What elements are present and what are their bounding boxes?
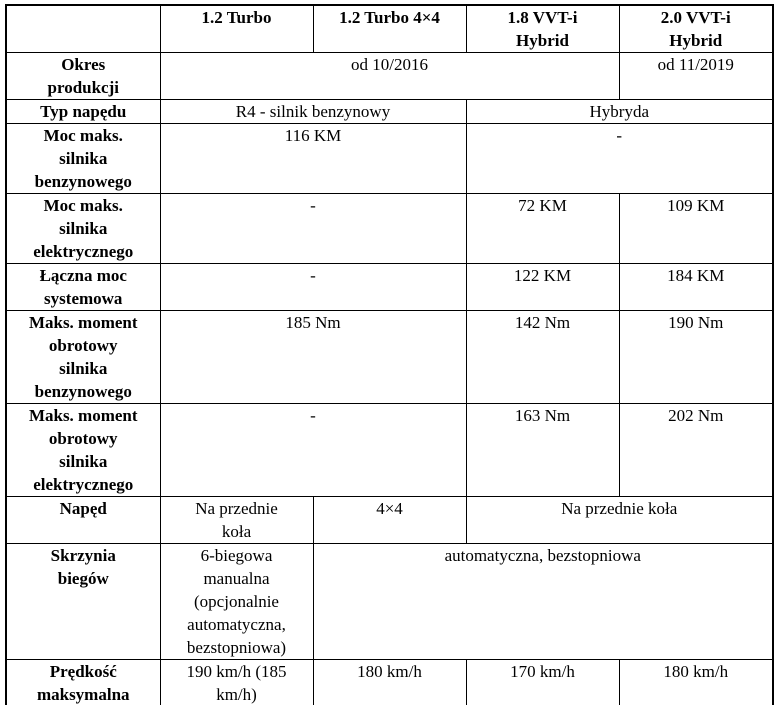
cell-text-line: Łączna moc (39, 266, 127, 285)
cell-text-line: 163 Nm (514, 406, 571, 425)
cell-text-line: 180 km/h (663, 662, 729, 681)
cell-text-line: 190 Nm (668, 313, 724, 332)
cell-text-line: Typ napędu (40, 102, 127, 121)
cell-text-line: Maks. moment (28, 406, 138, 425)
header-row (6, 5, 773, 53)
cell-text-line: koła (221, 522, 252, 541)
spec-value (619, 311, 773, 404)
row-label (6, 194, 160, 264)
cell-text-line: 6-biegowa (200, 546, 273, 565)
cell-text-line: silnika (59, 359, 108, 378)
cell-text-line: - (310, 266, 316, 285)
column-header (619, 5, 773, 53)
cell-text-line: - (310, 406, 316, 425)
cell-text-line: bezstopniowa) (186, 638, 287, 657)
spec-value (466, 100, 773, 124)
spec-value (160, 544, 313, 660)
cell-text-line: automatyczna, (187, 615, 286, 634)
cell-text-line: Okres (61, 55, 106, 74)
cell-text-line: silnika (59, 219, 108, 238)
spec-value (160, 404, 466, 497)
cell-text-line: 1.2 Turbo (201, 8, 272, 27)
cell-text-line: benzynowego (34, 382, 132, 401)
cell-text-line: produkcji (47, 78, 119, 97)
cell-text-line: 72 KM (518, 196, 567, 215)
cell-text-line: manualna (203, 569, 270, 588)
spec-value (466, 660, 619, 705)
spec-value (313, 497, 466, 544)
cell-text-line: Moc maks. (43, 126, 123, 145)
row-label (6, 124, 160, 194)
cell-text-line: 185 Nm (285, 313, 341, 332)
spec-value (160, 194, 466, 264)
cell-text-line: Na przednie koła (561, 499, 678, 518)
spec-value (160, 264, 466, 311)
spec-value (619, 194, 773, 264)
cell-text-line: od 10/2016 (351, 55, 428, 74)
row-label (6, 497, 160, 544)
cell-text-line: maksymalna (36, 685, 130, 704)
cell-text-line: elektrycznego (33, 475, 134, 494)
cell-text-line: Napęd (59, 499, 107, 518)
table-row (6, 404, 773, 497)
spec-table-body (6, 53, 773, 705)
cell-text-line: obrotowy (48, 429, 118, 448)
table-row (6, 124, 773, 194)
table-row (6, 660, 773, 705)
cell-text-line: 170 km/h (510, 662, 575, 681)
cell-text-line: automatyczna, bezstopniowa (444, 546, 641, 565)
spec-value (466, 124, 773, 194)
cell-text-line: Maks. moment (28, 313, 138, 332)
spec-value (160, 124, 466, 194)
spec-value (160, 311, 466, 404)
cell-text-line: 202 Nm (668, 406, 724, 425)
cell-text-line: - (310, 196, 316, 215)
spec-value (619, 53, 773, 100)
spec-value (466, 194, 619, 264)
cell-text-line: obrotowy (48, 336, 118, 355)
cell-text-line: 109 KM (667, 196, 725, 215)
table-row (6, 194, 773, 264)
cell-text-line: 190 km/h (185 (186, 662, 287, 681)
spec-value (466, 264, 619, 311)
spec-value (619, 404, 773, 497)
spec-value (619, 264, 773, 311)
cell-text-line: - (616, 126, 623, 145)
column-header (466, 5, 619, 53)
cell-text-line: Prędkość (49, 662, 117, 681)
spec-table-head (6, 5, 773, 53)
row-label (6, 100, 160, 124)
cell-text-line: Hybryda (589, 102, 649, 121)
spec-value (313, 544, 773, 660)
row-label (6, 660, 160, 705)
table-row (6, 497, 773, 544)
cell-text-line: km/h) (216, 685, 257, 704)
spec-value (160, 53, 619, 100)
spec-value (619, 660, 773, 705)
cell-text-line: 184 KM (667, 266, 725, 285)
cell-text-line: Na przednie (195, 499, 278, 518)
cell-text-line: Hybrid (669, 31, 723, 50)
table-row (6, 311, 773, 404)
corner-cell (6, 5, 160, 53)
cell-text-line: Moc maks. (43, 196, 123, 215)
spec-value (466, 497, 773, 544)
cell-text-line: Skrzynia (50, 546, 116, 565)
cell-text-line: 4×4 (376, 499, 403, 518)
cell-text-line: 116 KM (284, 126, 342, 145)
table-row (6, 100, 773, 124)
cell-text-line: elektrycznego (33, 242, 134, 261)
cell-text-line: od 11/2019 (657, 55, 734, 74)
column-header (160, 5, 313, 53)
cell-text-line: systemowa (44, 289, 123, 308)
cell-text-line: 180 km/h (357, 662, 422, 681)
row-label (6, 264, 160, 311)
spec-value (313, 660, 466, 705)
cell-text-line: silnika (59, 452, 108, 471)
spec-value (160, 100, 466, 124)
cell-text-line: benzynowego (34, 172, 132, 191)
row-label (6, 311, 160, 404)
cell-text-line: 2.0 VVT-i (660, 8, 731, 27)
engine-spec-table (5, 4, 774, 705)
table-row (6, 544, 773, 660)
spec-value (466, 311, 619, 404)
cell-text-line: R4 - silnik benzynowy (235, 102, 391, 121)
cell-text-line: 122 KM (513, 266, 572, 285)
cell-text-line: 1.8 VVT-i (507, 8, 578, 27)
cell-text-line: silnika (59, 149, 108, 168)
table-row (6, 264, 773, 311)
spec-value (160, 660, 313, 705)
column-header (313, 5, 466, 53)
cell-text-line: 1.2 Turbo 4×4 (339, 8, 440, 27)
spec-value (466, 404, 619, 497)
cell-text-line: Hybrid (516, 31, 569, 50)
spec-value (160, 497, 313, 544)
cell-text-line: 142 Nm (514, 313, 571, 332)
row-label (6, 404, 160, 497)
table-row (6, 53, 773, 100)
cell-text-line: (opcjonalnie (194, 592, 279, 611)
cell-text-line: biegów (57, 569, 109, 588)
row-label (6, 53, 160, 100)
row-label (6, 544, 160, 660)
